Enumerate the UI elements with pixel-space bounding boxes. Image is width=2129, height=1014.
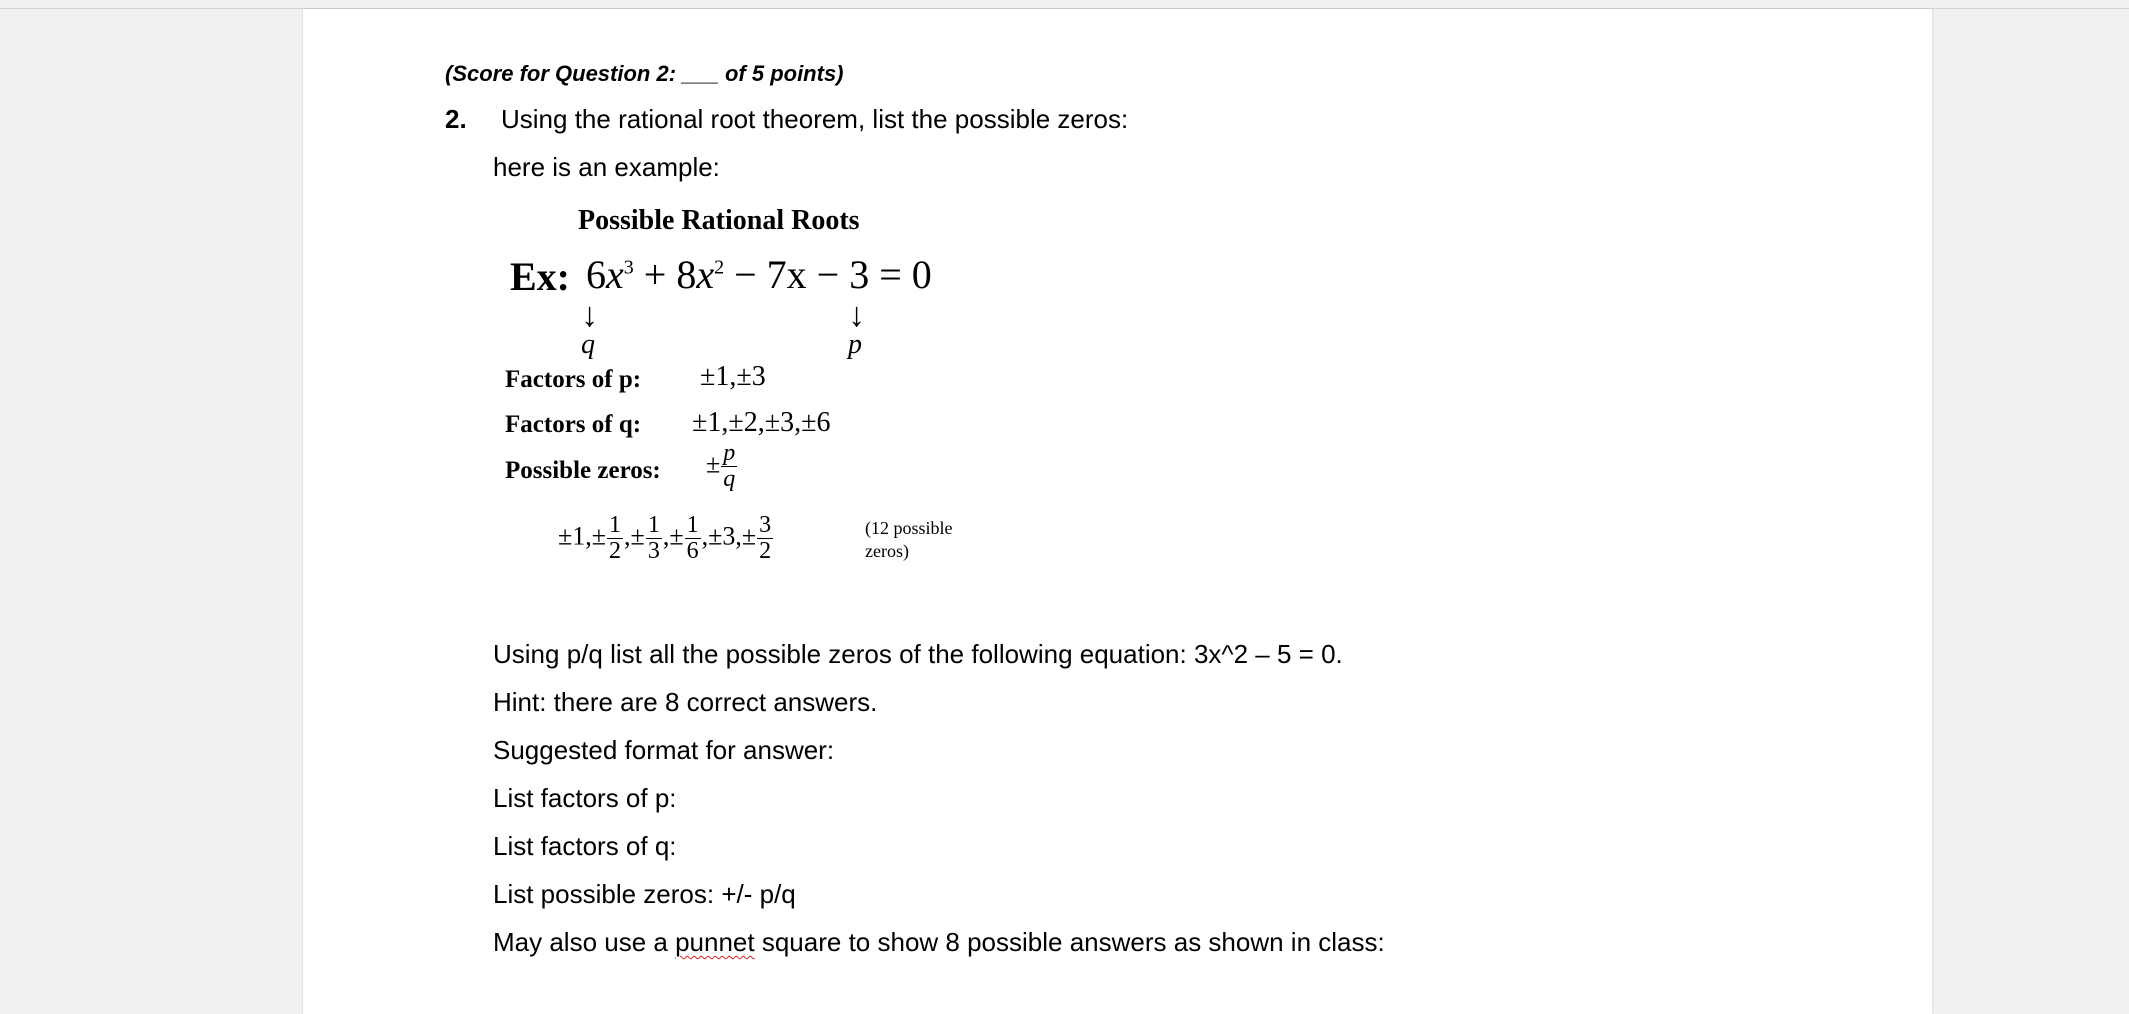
misspelled-word[interactable]: punnet <box>675 927 755 957</box>
format-header: Suggested format for answer: <box>493 735 835 765</box>
punnett-pre: May also use a <box>493 927 676 957</box>
eq-term2-exp: 2 <box>714 256 725 279</box>
zero-fraction-1-num: 1 <box>609 512 622 538</box>
zeros-sep-2: ,± <box>662 521 684 551</box>
example-equation <box>586 251 932 298</box>
possible-zeros-label: Possible zeros: <box>505 457 661 484</box>
q-letter: q <box>581 329 595 360</box>
eq-term1-var: x <box>606 252 624 297</box>
question-prompt: Using the rational root theorem, list the possible zeros: <box>501 104 1129 134</box>
zero-fraction-3 <box>685 513 701 564</box>
p-arrow-icon: ↓ <box>848 297 865 334</box>
zeros-sep-1: ,± <box>624 521 645 551</box>
pm-p-over-q <box>706 441 738 492</box>
instruction-line: Using p/q list all the possible zeros of the following equation: 3x^2 – 5 = 0. <box>493 639 1343 669</box>
p-over-q-fraction <box>721 441 737 492</box>
possible-zeros-note: (12 possible zeros) <box>865 518 953 561</box>
punnett-line <box>493 927 1385 958</box>
eq-term1-coef: 6 <box>586 252 606 297</box>
document-page[interactable] <box>303 9 1932 1014</box>
eq-term2-coef: + 8 <box>633 252 697 297</box>
eq-rest: − 7x − 3 = 0 <box>724 252 932 297</box>
hint-line: Hint: there are 8 correct answers. <box>493 687 878 717</box>
zero-fraction-3-den: 6 <box>686 538 699 565</box>
zeros-sep-3: ,±3,± <box>701 521 757 551</box>
q-arrow-icon: ↓ <box>581 297 598 334</box>
punnett-post: square to show 8 possible answers as shown in class: <box>754 927 1385 957</box>
zero-fraction-1-den: 2 <box>609 538 622 565</box>
zero-fraction-4-num: 3 <box>759 512 772 538</box>
zeros-list <box>558 513 774 564</box>
window-top-bar <box>0 0 2129 9</box>
example-intro: here is an example: <box>493 152 720 182</box>
eq-term1-exp: 3 <box>623 256 634 279</box>
zero-fraction-4 <box>757 513 773 564</box>
list-factors-q: List factors of q: <box>493 831 677 861</box>
pm-sign: ± <box>706 449 721 479</box>
factors-p-value: ±1,±3 <box>700 361 766 392</box>
p-letter: p <box>848 329 862 360</box>
score-line: (Score for Question 2: ___ of 5 points) <box>445 61 844 86</box>
factors-q-label: Factors of q: <box>505 411 642 438</box>
fraction-denominator: q <box>723 466 736 493</box>
zero-fraction-2-den: 3 <box>647 538 660 565</box>
question-number: 2. <box>445 104 467 134</box>
zero-fraction-3-num: 1 <box>686 512 699 538</box>
example-figure <box>498 199 1258 579</box>
eq-term2-var: x <box>696 252 715 297</box>
zero-fraction-4-den: 2 <box>759 538 772 565</box>
fraction-numerator: p <box>723 440 736 466</box>
zeros-prefix: ±1,± <box>558 521 607 551</box>
list-factors-p: List factors of p: <box>493 783 677 813</box>
zero-fraction-2-num: 1 <box>647 512 660 538</box>
zero-fraction-2 <box>646 513 662 564</box>
factors-q-value: ±1,±2,±3,±6 <box>692 407 831 438</box>
example-label: Ex: <box>510 254 570 299</box>
list-possible-zeros: List possible zeros: +/- p/q <box>493 879 796 909</box>
zero-fraction-1 <box>607 513 623 564</box>
factors-p-label: Factors of p: <box>505 366 642 393</box>
example-title: Possible Rational Roots <box>578 205 860 236</box>
